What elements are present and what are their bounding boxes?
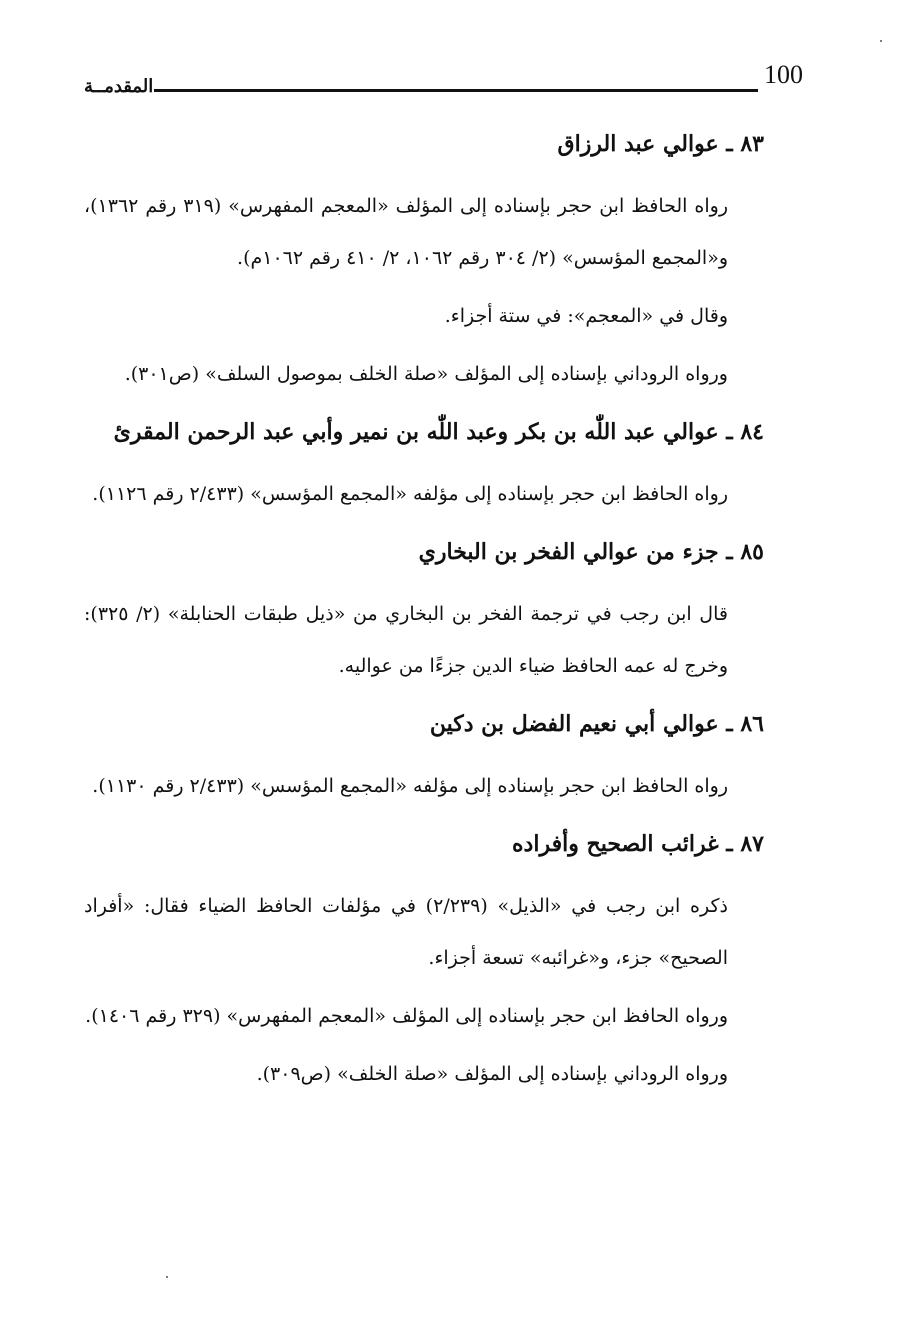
scan-speck [166,1276,168,1278]
section-heading: ٨٤ ـ عوالي عبد اللّٰه بن بكر وعبد اللّٰه بن نمير وأبي عبد الرحمن المقرئ [113,419,764,445]
header-rule [154,89,758,92]
section-heading: ٨٦ ـ عوالي أبي نعيم الفضل بن دكين [429,711,764,737]
page-body [84,112,768,1106]
paragraph: رواه الحافظ ابن حجر بإسناده إلى مؤلفه «المجمع المؤسس» (٢/٤٣٣ رقم ١١٣٠). [92,775,728,797]
scan-speck [880,40,882,42]
section-87 [84,826,768,1100]
section-86 [84,706,768,812]
running-title: المقدمــة [84,76,154,97]
section-84 [84,414,768,520]
paragraph: ورواه الروداني بإسناده إلى المؤلف «صلة الخلف» (ص٣٠٩). [256,1063,728,1085]
section-83 [84,126,768,400]
paragraph: ذكره ابن رجب في «الذيل» (٢/٢٣٩) في مؤلفات الحافظ الضياء فقال: «أفراد الصحيح» جزء، و«غرائبه» تسعة أجزاء. [84,895,728,969]
page-number: 100 [764,60,803,89]
paragraph: ورواه الروداني بإسناده إلى المؤلف «صلة الخلف بموصول السلف» (ص٣٠١). [124,363,728,385]
paragraph: رواه الحافظ ابن حجر بإسناده إلى المؤلف «المعجم المفهرس» (٣١٩ رقم ١٣٦٢)، و«المجمع المؤسس» (٢/ ٣٠٤ رقم ١٠٦٢، ٢/ ٤١٠ رقم ١٠٦٢م). [84,195,729,269]
paragraph: قال ابن رجب في ترجمة الفخر بن البخاري من «ذيل طبقات الحنابلة» (٢/ ٣٢٥): وخرج له عمه الحافظ ضياء الدين جزءًا من عواليه. [84,603,728,677]
section-85 [84,534,768,692]
paragraph: وقال في «المعجم»: في ستة أجزاء. [444,305,728,327]
section-heading: ٨٣ ـ عوالي عبد الرزاق [557,131,764,157]
section-heading: ٨٧ ـ غرائب الصحيح وأفراده [512,831,764,857]
section-heading: ٨٥ ـ جزء من عوالي الفخر بن البخاري [418,539,764,565]
paragraph: رواه الحافظ ابن حجر بإسناده إلى مؤلفه «المجمع المؤسس» (٢/٤٣٣ رقم ١١٢٦). [92,483,728,505]
paragraph: ورواه الحافظ ابن حجر بإسناده إلى المؤلف «المعجم المفهرس» (٣٢٩ رقم ١٤٠٦). [85,1005,728,1027]
